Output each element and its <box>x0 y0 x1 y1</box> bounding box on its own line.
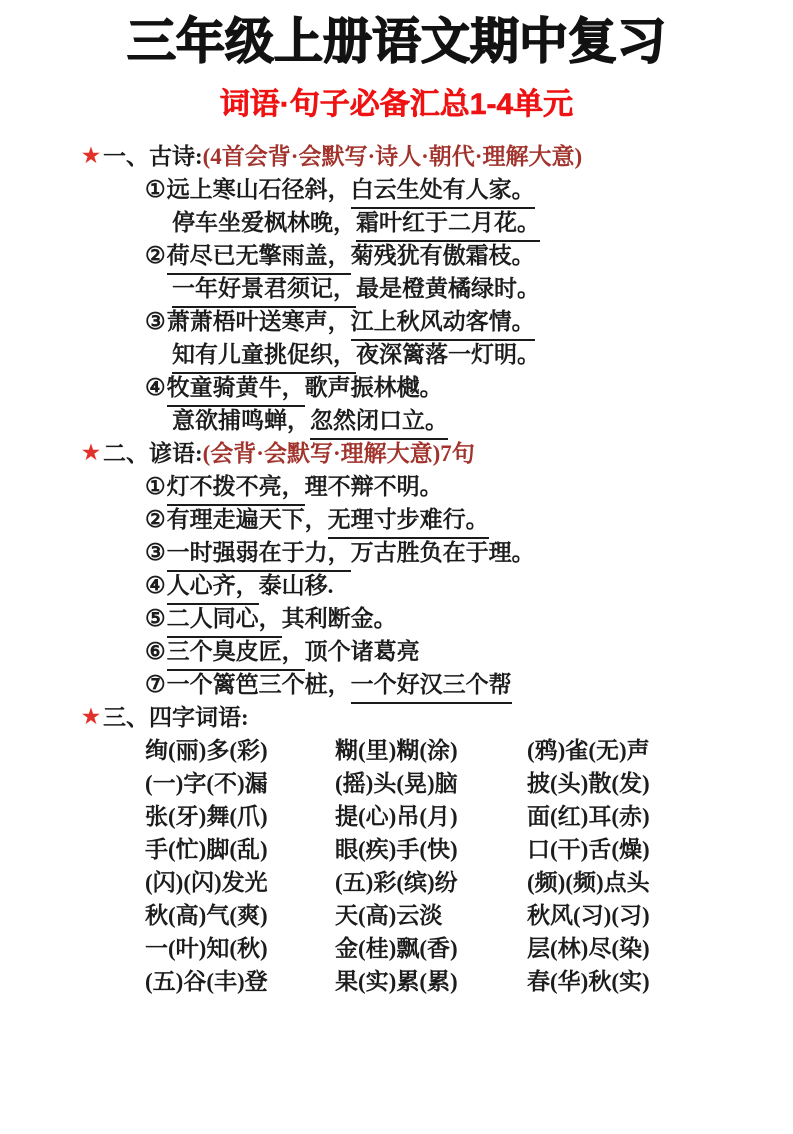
text-line <box>0 272 793 305</box>
text-segment: 意欲捕鸣蝉， <box>172 408 310 433</box>
line-marker: ① <box>145 474 167 499</box>
word-row <box>0 965 793 998</box>
line-text <box>167 639 420 664</box>
line-marker: ③ <box>145 309 167 334</box>
text-segment: 停车坐爱枫林晚， <box>172 210 356 235</box>
word-item: (闪)(闪)发光 <box>145 870 268 895</box>
page-title: 三年级上册语文期中复习 <box>126 15 666 69</box>
text-segment-underlined: 一个好汉三个帮 <box>351 668 512 704</box>
word-item: 绚(丽)多(彩) <box>145 738 268 763</box>
word-row <box>0 734 793 767</box>
word-item: 天(高)云淡 <box>335 903 443 928</box>
star-icon: ★ <box>82 145 100 167</box>
text-segment-underlined: 知有儿童挑促织， <box>172 338 356 374</box>
word-item: (频)(频)点头 <box>527 870 650 895</box>
line-marker: ⑤ <box>145 606 167 631</box>
word-row <box>0 932 793 965</box>
word-row <box>0 833 793 866</box>
word-item: 糊(里)糊(涂) <box>335 738 458 763</box>
text-line <box>0 173 793 206</box>
section-header <box>0 140 793 173</box>
word-item: 手(忙)脚(乱) <box>145 837 268 862</box>
section-note: (会背·会默写·理解大意)7句 <box>202 441 475 466</box>
word-item: 秋(高)气(爽) <box>145 903 268 928</box>
text-segment-underlined: 牧童骑黄牛， <box>167 371 305 407</box>
line-marker: ① <box>145 177 167 202</box>
text-segment-underlined: 一时强弱在于力， <box>167 536 351 572</box>
word-row <box>0 899 793 932</box>
section-heading: 四字词语: <box>148 705 249 730</box>
text-segment: 顶个诸葛亮 <box>304 639 420 664</box>
text-segment-underlined: 人心齐， <box>167 569 259 605</box>
text-segment-underlined: 江上秋风动客情。 <box>351 305 535 341</box>
word-item: 一(叶)知(秋) <box>145 936 268 961</box>
line-marker: ⑥ <box>145 639 167 664</box>
line-text <box>167 606 397 631</box>
page-subtitle: 词语·句子必备汇总1-4单元 <box>219 88 574 121</box>
text-segment: 其利断金。 <box>281 606 397 631</box>
section-heading: 古诗: <box>148 144 203 169</box>
line-text <box>167 507 489 532</box>
word-item: 秋风(习)(习) <box>527 903 650 928</box>
star-icon: ★ <box>82 442 100 464</box>
text-segment: 最是橙黄橘绿时。 <box>356 276 540 301</box>
text-segment: 远上寒山石径斜， <box>166 177 351 202</box>
text-segment: 理不辩不明。 <box>304 474 443 499</box>
text-segment-underlined: 白云生处有人家。 <box>351 173 535 209</box>
section <box>0 140 793 437</box>
line-text <box>167 375 443 400</box>
line-text <box>172 408 448 433</box>
document-page <box>0 12 793 1134</box>
text-segment-underlined: 荷尽已无擎雨盖， <box>167 239 351 275</box>
section-lines <box>0 734 793 998</box>
line-marker: ④ <box>145 375 167 400</box>
text-line <box>0 536 793 569</box>
line-text <box>167 474 443 499</box>
line-marker: ⑦ <box>145 672 167 697</box>
text-segment-underlined: 三个臭皮匠， <box>167 635 305 671</box>
section <box>0 701 793 998</box>
text-line <box>0 305 793 338</box>
word-item: 张(牙)舞(爪) <box>145 804 268 829</box>
text-line <box>0 503 793 536</box>
text-line <box>0 338 793 371</box>
line-text <box>172 210 540 235</box>
word-item: 面(红)耳(赤) <box>527 804 650 829</box>
line-text <box>167 243 535 268</box>
section-note: (4首会背·会默写·诗人·朝代·理解大意) <box>202 144 583 169</box>
section-heading: 谚语: <box>148 441 203 466</box>
section-lines <box>0 173 793 437</box>
star-icon: ★ <box>82 706 100 728</box>
text-segment-underlined: 无理寸步难行。 <box>328 503 489 539</box>
text-segment: 菊残犹有傲霜枝。 <box>350 243 535 268</box>
line-marker: ④ <box>145 573 167 598</box>
line-text <box>167 573 334 598</box>
section-header <box>0 701 793 734</box>
text-line <box>0 206 793 239</box>
line-text <box>167 540 535 565</box>
word-row <box>0 800 793 833</box>
line-text <box>167 309 535 334</box>
text-line <box>0 668 793 701</box>
word-item: 口(干)舌(燥) <box>527 837 650 862</box>
text-line <box>0 635 793 668</box>
text-line <box>0 470 793 503</box>
word-item: (摇)头(晃)脑 <box>335 771 458 796</box>
word-row <box>0 866 793 899</box>
word-item: (五)谷(丰)登 <box>145 969 268 994</box>
text-line <box>0 239 793 272</box>
line-text <box>172 276 540 301</box>
word-item: 眼(疾)手(快) <box>335 837 458 862</box>
text-segment-underlined: 二人同心， <box>167 602 282 638</box>
section-lines <box>0 470 793 701</box>
text-segment-underlined: 一年好景君须记， <box>172 272 356 308</box>
word-item: (鸦)雀(无)声 <box>527 738 650 763</box>
section-number: 二、 <box>102 441 149 466</box>
word-item: 提(心)吊(月) <box>335 804 458 829</box>
word-item: (五)彩(缤)纷 <box>335 870 458 895</box>
word-item: 果(实)累(累) <box>335 969 458 994</box>
text-line <box>0 404 793 437</box>
text-segment: 有理走遍天下， <box>166 507 328 532</box>
section-number: 一、 <box>102 144 149 169</box>
text-segment: 萧萧梧叶送寒声， <box>166 309 351 334</box>
section-header <box>0 437 793 470</box>
text-segment: 一个篱笆三个桩， <box>166 672 351 697</box>
word-item: 层(林)尽(染) <box>527 936 650 961</box>
section-number: 三、 <box>102 705 149 730</box>
line-marker: ③ <box>145 540 167 565</box>
line-marker: ② <box>145 243 167 268</box>
word-item: 金(桂)飘(香) <box>335 936 458 961</box>
text-line <box>0 602 793 635</box>
word-row <box>0 767 793 800</box>
text-line <box>0 569 793 602</box>
text-segment-underlined: 忽然闭口立。 <box>310 404 448 440</box>
content <box>0 140 793 998</box>
line-text <box>167 177 535 202</box>
text-segment: 夜深篱落一灯明。 <box>356 342 540 367</box>
word-item: 披(头)散(发) <box>527 771 650 796</box>
text-line <box>0 371 793 404</box>
word-item: 春(华)秋(实) <box>527 969 650 994</box>
line-marker: ② <box>145 507 167 532</box>
word-item: (一)字(不)漏 <box>145 771 268 796</box>
section <box>0 437 793 701</box>
text-segment: 泰山移. <box>258 573 334 598</box>
line-text <box>172 342 540 367</box>
text-segment-underlined: 灯不拨不亮， <box>167 470 305 506</box>
line-text <box>167 672 512 697</box>
text-segment: 万古胜负在于理。 <box>350 540 535 565</box>
text-segment-underlined: 霜叶红于二月花。 <box>356 206 540 242</box>
text-segment: 歌声振林樾。 <box>304 375 443 400</box>
